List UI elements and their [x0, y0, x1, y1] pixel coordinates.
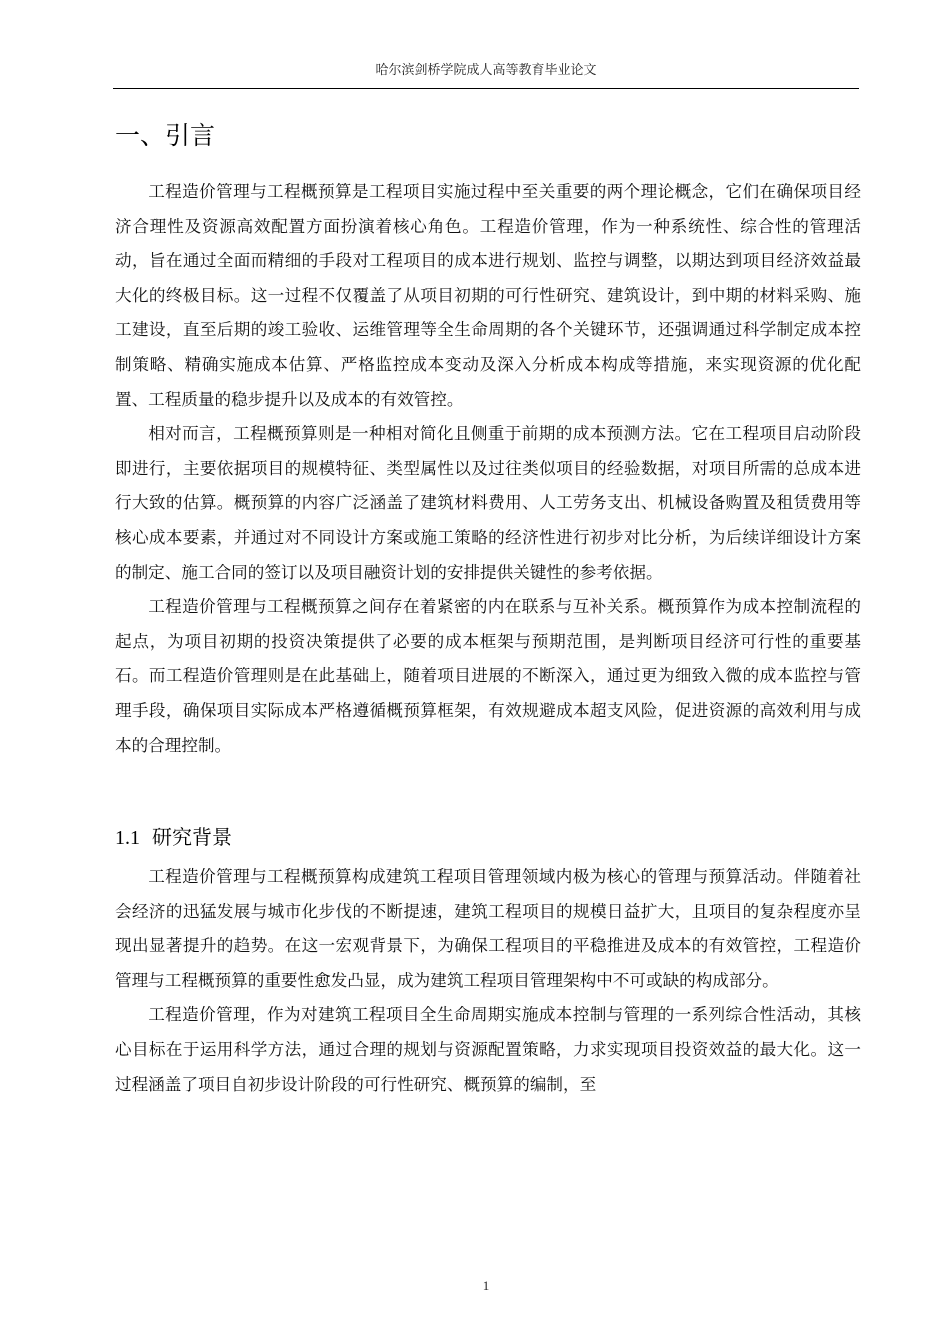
paragraph: 工程造价管理，作为对建筑工程项目全生命周期实施成本控制与管理的一系列综合性活动，其核心目标在于运用科学方法，通过合理的规划与资源配置策略，力求实现项目投资效益的最大化。这一过程涵盖了项目自初步设计阶段的可行性研究、概预算的编制，至	[115, 1005, 861, 1094]
section-heading-introduction: 一、引言	[115, 121, 216, 150]
header-rule	[113, 88, 859, 89]
paragraph: 工程造价管理与工程概预算是工程项目实施过程中至关重要的两个理论概念，它们在确保项目经济合理性及资源高效配置方面扮演着核心角色。工程造价管理，作为一种系统性、综合性的管理活动，旨在通过全面而精细的手段对工程项目的成本进行规划、监控与调整，以期达到项目经济效益最大化的终极目标。这一过程不仅覆盖了从项目初期的可行性研究、建筑设计，到中期的材料采购、施工建设，直至后期的竣工验收、运维管理等全生命周期的各个关键环节，还强调通过科学制定成本控制策略、精确实施成本估算、严格监控成本变动及深入分析成本构成等措施，来实现资源的优化配置、工程质量的稳步提升以及成本的有效管控。	[115, 182, 861, 409]
paragraph: 相对而言，工程概预算则是一种相对简化且侧重于前期的成本预测方法。它在工程项目启动阶段即进行，主要依据项目的规模特征、类型属性以及过往类似项目的经验数据，对项目所需的总成本进行大致的估算。概预算的内容广泛涵盖了建筑材料费用、人工劳务支出、机械设备购置及租赁费用等核心成本要素，并通过对不同设计方案或施工策略的经济性进行初步对比分析，为后续详细设计方案的制定、施工合同的签订以及项目融资计划的安排提供关键性的参考依据。	[115, 424, 861, 582]
subsection-heading-research-background	[115, 822, 232, 853]
running-header: 哈尔滨剑桥学院成人高等教育毕业论文	[375, 63, 597, 78]
page-number: 1	[482, 1278, 490, 1293]
subsection-number: 1.1	[115, 827, 140, 849]
introduction-body	[115, 175, 861, 763]
research-background-body	[115, 860, 861, 1102]
paragraph: 工程造价管理与工程概预算构成建筑工程项目管理领域内极为核心的管理与预算活动。伴随着社会经济的迅猛发展与城市化步伐的不断提速，建筑工程项目的规模日益扩大，且项目的复杂程度亦呈现出显著提升的趋势。在这一宏观背景下，为确保工程项目的平稳推进及成本的有效管控，工程造价管理与工程概预算的重要性愈发凸显，成为建筑工程项目管理架构中不可或缺的构成部分。	[115, 867, 861, 990]
subsection-title: 研究背景	[152, 825, 232, 849]
paragraph: 工程造价管理与工程概预算之间存在着紧密的内在联系与互补关系。概预算作为成本控制流程的起点，为项目初期的投资决策提供了必要的成本框架与预期范围，是判断项目经济可行性的重要基石。而工程造价管理则是在此基础上，随着项目进展的不断深入，通过更为细致入微的成本监控与管理手段，确保项目实际成本严格遵循概预算框架，有效规避成本超支风险，促进资源的高效利用与成本的合理控制。	[115, 597, 861, 755]
